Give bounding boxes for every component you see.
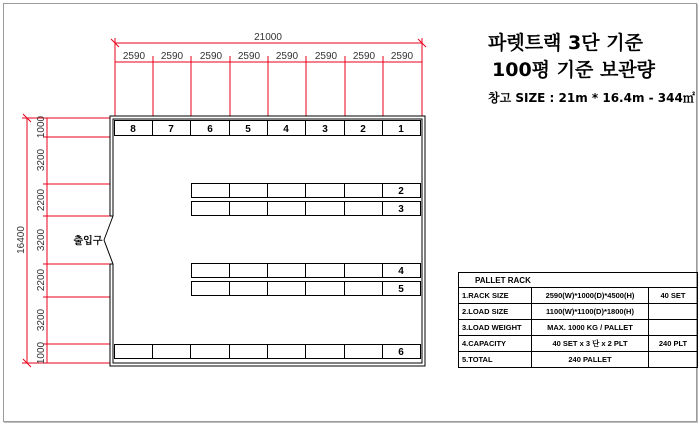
spec-label: 1.RACK SIZE: [459, 288, 532, 304]
rack-bay: [115, 345, 153, 359]
pallet-rack-table: [458, 272, 698, 368]
rack-bay: [306, 202, 345, 216]
spec-value: 2590(W)*1000(D)*4500(H): [532, 288, 649, 304]
table-header: PALLET RACK: [459, 273, 698, 288]
table-row: [459, 336, 698, 352]
rack-bay: [345, 202, 383, 216]
rack-bay: [268, 184, 306, 198]
row-height-labels: [36, 115, 47, 364]
rack-row-5: [192, 282, 421, 296]
bay-number: 5: [245, 124, 251, 135]
spec-value: 1100(W)*1100(D)*1800(H): [532, 304, 649, 320]
rack-bay: [306, 264, 345, 278]
spec-extra: [649, 352, 698, 368]
rack-bay: [192, 282, 230, 296]
rack-bay: [345, 345, 383, 359]
title-line-2: 100평 기준 보관량: [492, 59, 656, 81]
row-height-label: 3200: [36, 148, 47, 172]
bay-number: 6: [207, 124, 213, 135]
rack-row-4: [192, 264, 421, 278]
rack-bay: [268, 282, 306, 296]
rack-bay: [230, 345, 268, 359]
rack-bay: [230, 264, 268, 278]
spec-label: 3.LOAD WEIGHT: [459, 320, 532, 336]
rack-row-1: [115, 121, 421, 136]
row-height-label: 2200: [36, 268, 47, 292]
rack-row-label: 2: [398, 186, 404, 197]
table-row: [459, 352, 698, 368]
spec-extra: 240 PLT: [649, 336, 698, 352]
bay-width-label: 2590: [160, 51, 184, 62]
bay-number: 7: [168, 124, 174, 135]
bay-width-label: 2590: [352, 51, 376, 62]
spec-label: 2.LOAD SIZE: [459, 304, 532, 320]
rack-row-6: [115, 345, 421, 359]
row-height-label: 3200: [36, 308, 47, 332]
rack-bay: [268, 264, 306, 278]
bay-width-label: 2590: [390, 51, 414, 62]
rack-row-3: [192, 202, 421, 216]
row-height-label: 1000: [36, 115, 47, 139]
rack-bay: [306, 184, 345, 198]
rack-bay: [192, 202, 230, 216]
bay-number: 4: [283, 124, 289, 135]
rack-bay: [306, 345, 345, 359]
rack-bay: [191, 345, 230, 359]
bay-width-label: 2590: [122, 51, 146, 62]
spec-extra: [649, 320, 698, 336]
warehouse-size-label: 창고 SIZE : 21m * 16.4m - 344㎡: [488, 91, 695, 105]
warehouse-outline: [104, 116, 425, 366]
bay-number: 1: [398, 124, 404, 135]
entrance-door-leaf: [104, 240, 113, 264]
entrance-label: 출입구: [73, 236, 103, 247]
bay-number: 3: [322, 124, 328, 135]
row-height-label: 1000: [36, 341, 47, 365]
table-row: [459, 288, 698, 304]
table-row: [459, 304, 698, 320]
row-height-label: 3200: [36, 228, 47, 252]
spec-label: 4.CAPACITY: [459, 336, 532, 352]
rack-bay: [230, 282, 268, 296]
spec-value: 240 PALLET: [532, 352, 649, 368]
bay-width-label: 2590: [275, 51, 299, 62]
rack-row-label: 3: [398, 204, 404, 215]
rack-bay: [345, 184, 383, 198]
bay-width-label: 2590: [199, 51, 223, 62]
spec-extra: 40 SET: [649, 288, 698, 304]
rack-bay: [268, 202, 306, 216]
bay-number: 8: [130, 124, 136, 135]
row-height-label: 2200: [36, 188, 47, 212]
rack-row-label: 4: [398, 266, 404, 277]
bay-width-label: 2590: [314, 51, 338, 62]
top-dimension-chain: [111, 38, 426, 116]
table-row: [459, 320, 698, 336]
rack-bay: [192, 264, 230, 278]
entrance-door-leaf: [104, 216, 113, 240]
rack-bay: [306, 282, 345, 296]
rack-bay: [230, 184, 268, 198]
rack-row-2: [192, 184, 421, 198]
total-width-label: 21000: [254, 32, 282, 43]
table-header-row: [459, 273, 698, 288]
rack-bay: [345, 282, 383, 296]
rack-row-label: 6: [398, 347, 404, 358]
bay-width-label: 2590: [237, 51, 261, 62]
rack-bay: [192, 184, 230, 198]
spec-extra: [649, 304, 698, 320]
spec-value: 40 SET x 3 단 x 2 PLT: [532, 336, 649, 352]
bay-number: 2: [360, 124, 366, 135]
rack-bay: [268, 345, 306, 359]
rack-bay: [153, 345, 191, 359]
rack-bay: [345, 264, 383, 278]
rack-row-label: 5: [398, 284, 404, 295]
title-line-1: 파렛트랙 3단 기준: [488, 32, 643, 54]
spec-label: 5.TOTAL: [459, 352, 532, 368]
total-height-label: 16400: [16, 226, 27, 254]
rack-bay: [230, 202, 268, 216]
spec-value: MAX. 1000 KG / PALLET: [532, 320, 649, 336]
